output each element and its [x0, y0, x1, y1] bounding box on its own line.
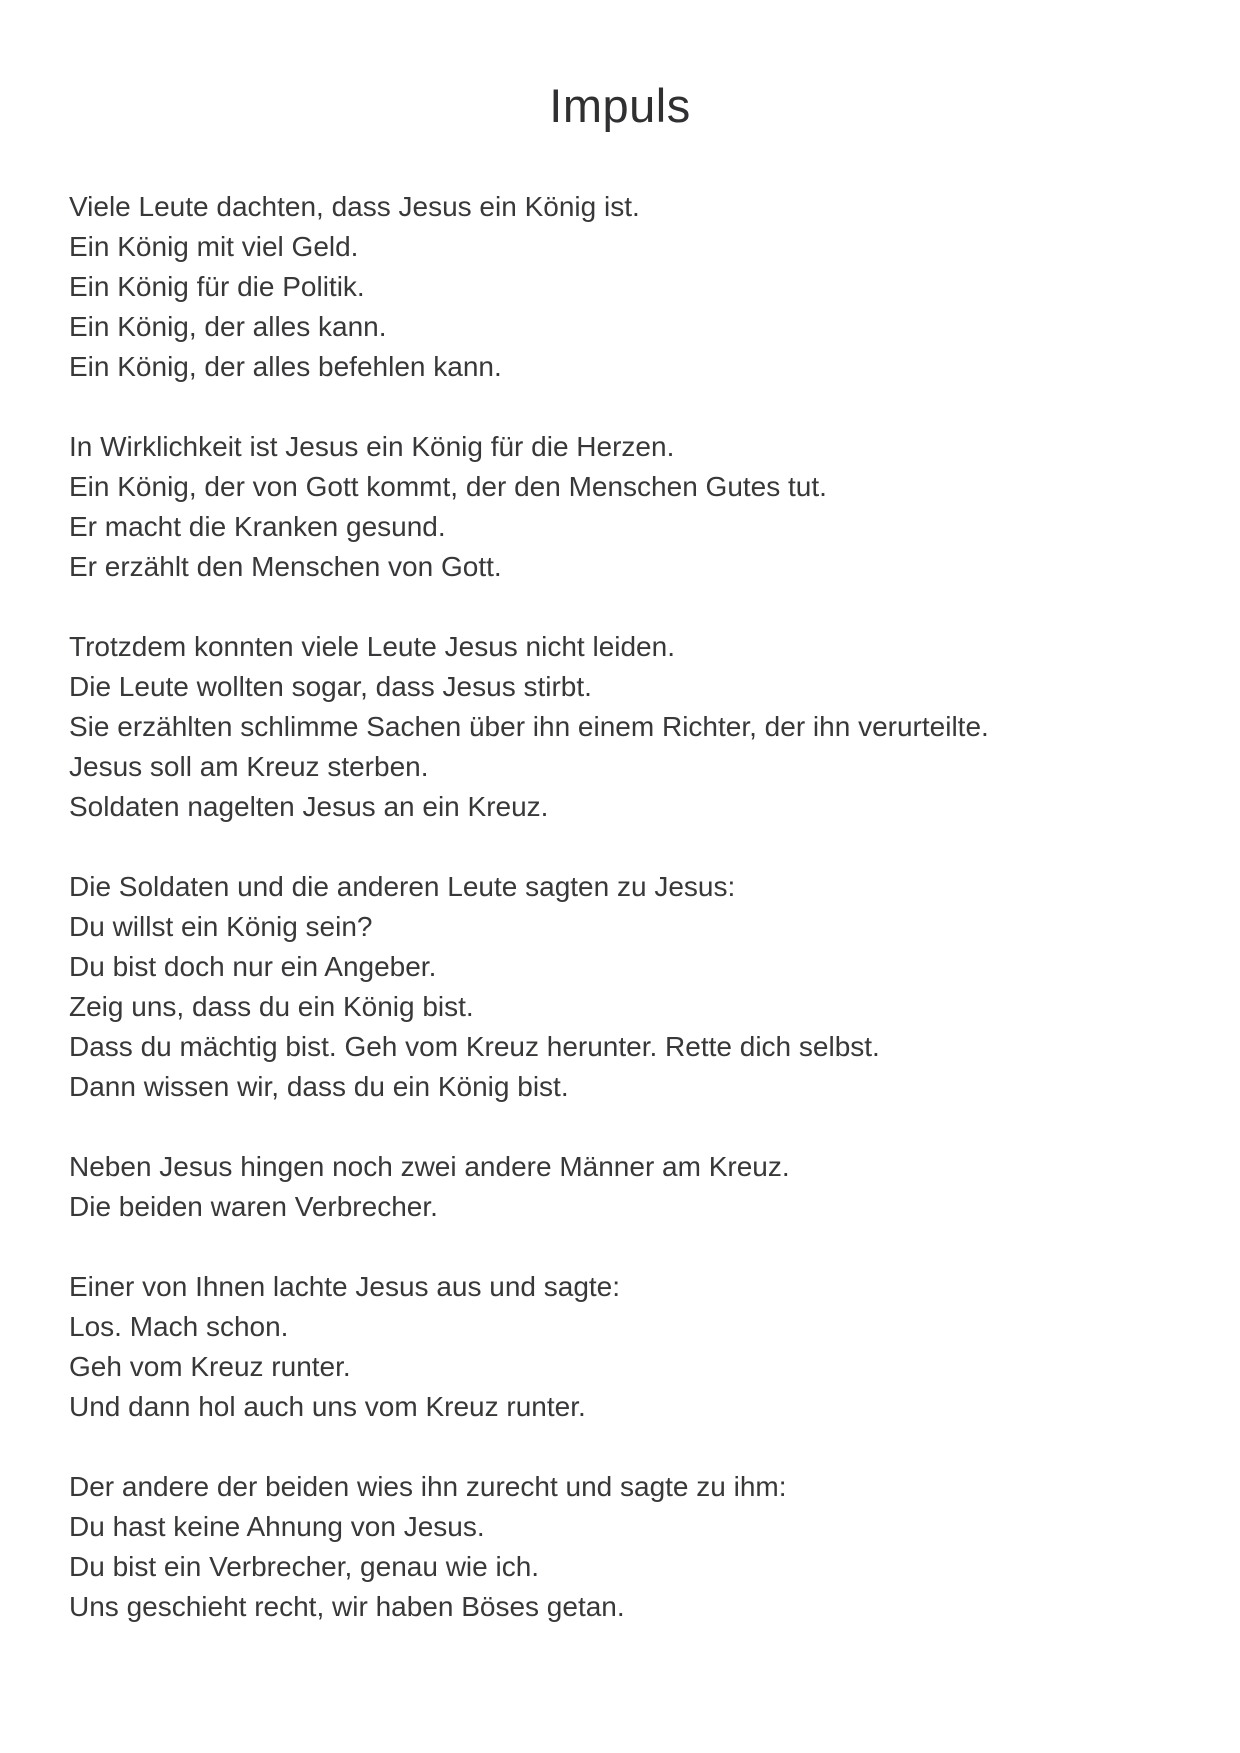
text-line: Geh vom Kreuz runter. [69, 1351, 351, 1382]
text-line: Und dann hol auch uns vom Kreuz runter. [69, 1391, 586, 1422]
paragraph [69, 867, 1172, 1107]
paragraph [69, 1267, 1172, 1427]
text-line: Einer von Ihnen lachte Jesus aus und sagte: [69, 1271, 621, 1302]
text-line: Du hast keine Ahnung von Jesus. [69, 1511, 485, 1542]
text-line: Ein König, der alles kann. [69, 311, 387, 342]
text-line: Jesus soll am Kreuz sterben. [69, 751, 429, 782]
text-line: Soldaten nagelten Jesus an ein Kreuz. [69, 791, 549, 822]
text-line: Die Leute wollten sogar, dass Jesus stirbt. [69, 671, 592, 702]
text-line: Viele Leute dachten, dass Jesus ein König ist. [69, 191, 640, 222]
text-line: Du bist doch nur ein Angeber. [69, 951, 437, 982]
text-line: Los. Mach schon. [69, 1311, 289, 1342]
paragraph [69, 1467, 1172, 1627]
text-line: Ein König für die Politik. [69, 271, 365, 302]
text-line: Der andere der beiden wies ihn zurecht und sagte zu ihm: [69, 1471, 787, 1502]
text-line: Uns geschieht recht, wir haben Böses getan. [69, 1591, 625, 1622]
text-line: Ein König, der von Gott kommt, der den Menschen Gutes tut. [69, 471, 827, 502]
text-line: Sie erzählten schlimme Sachen über ihn einem Richter, der ihn verurteilte. [69, 711, 989, 742]
page-body [0, 129, 1240, 1627]
text-line: Dass du mächtig bist. Geh vom Kreuz herunter. Rette dich selbst. [69, 1031, 880, 1062]
text-line: Die beiden waren Verbrecher. [69, 1191, 438, 1222]
text-line: Er macht die Kranken gesund. [69, 511, 446, 542]
text-line: Dann wissen wir, dass du ein König bist. [69, 1071, 569, 1102]
text-line: Trotzdem konnten viele Leute Jesus nicht leiden. [69, 631, 675, 662]
text-line: Zeig uns, dass du ein König bist. [69, 991, 474, 1022]
paragraph [69, 1147, 1172, 1227]
text-line: Die Soldaten und die anderen Leute sagten zu Jesus: [69, 871, 736, 902]
text-line: Du bist ein Verbrecher, genau wie ich. [69, 1551, 540, 1582]
paragraph [69, 627, 1172, 827]
paragraph [69, 187, 1172, 387]
text-line: Ein König mit viel Geld. [69, 231, 359, 262]
text-line: Er erzählt den Menschen von Gott. [69, 551, 502, 582]
text-line: In Wirklichkeit ist Jesus ein König für die Herzen. [69, 431, 675, 462]
text-line: Du willst ein König sein? [69, 911, 373, 942]
paragraph [69, 427, 1172, 587]
document-title: Impuls [549, 79, 691, 132]
text-line: Ein König, der alles befehlen kann. [69, 351, 502, 382]
text-line: Neben Jesus hingen noch zwei andere Männer am Kreuz. [69, 1151, 790, 1182]
